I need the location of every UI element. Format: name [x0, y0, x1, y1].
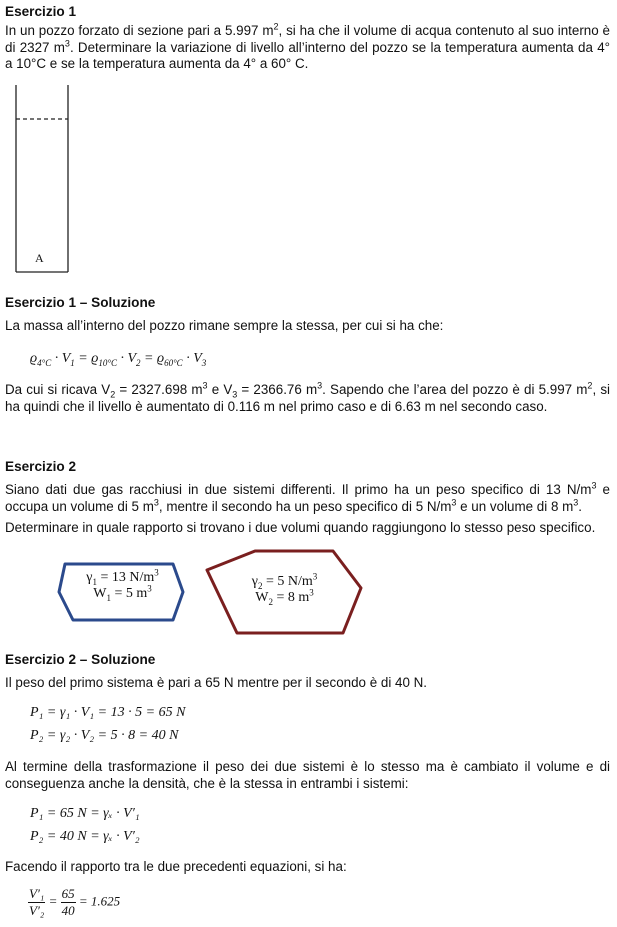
ex1-text: In un pozzo forzato di sezione pari a 5.997 $m^2$, si ha che il volume di acqua contenuto al suo interno è di 2327 $m^3$. Determinare la variazione di livello all’interno del pozzo se la temperatura aumenta da 4° a 10°C e se la temperatura aumenta da 4° a 60° C.: [5, 21, 611, 71]
sol1-intro: La massa all’interno del pozzo rimane sempre la stessa, per cui si ha che:: [5, 318, 444, 333]
ex1-title: Esercizio 1: [5, 4, 77, 19]
system1-values: $\gamma_1 = 13$ $N/m^3$ $W_1 = 5$ $m^3$: [86, 567, 159, 603]
ex2-title: Esercizio 2: [5, 459, 77, 474]
sol2-ratio: $\frac{\text{V′₁}}{\text{V′₂}}$ = $\frac{65}{40}$ = 1.625: [29, 886, 121, 918]
sol2-intro: Il peso del primo sistema è pari a 65 N mentre per il secondo è di 40 N.: [5, 675, 428, 690]
sol2-middle: Al termine della trasformazione il peso dei due sistemi è lo stesso ma è cambiato il volume e di conseguenza anche la densità, che è la stessa in entrambi i sistemi:: [5, 759, 610, 791]
well-label: A: [35, 251, 44, 265]
sol1-result: Da cui si ricava $V_2 = 2327.698$ $m^3$ e $V_3 = 2366.76$ $m^3$. Sapendo che l’area del pozzo è di 5.997 $m^2$, si ha quindi che il livello è aumentato di 0.116 m nel primo caso e di 6.63 m nel secondo caso.: [5, 380, 610, 414]
ex2-text: Siano dati due gas racchiusi in due sistemi differenti. Il primo ha un peso specifico di 13 $N/m^3$ e occupa un volume di 5 $m^3$, mentre il secondo ha un peso specifico di 5 $N/m^3$ e un volume di 8 $m^3$.: [5, 480, 610, 514]
sol1-equation: $ϱ_{4^\circ C} \cdot V_1 = ϱ_{10^\circ C} \cdot V_2 = ϱ_{60^\circ C} \cdot V_3$: [30, 351, 207, 368]
fraction-volumes: $\frac{\text{V′₁}}{\text{V′₂}}$: [29, 886, 45, 918]
well-diagram: [10, 85, 72, 275]
system2-values: $\gamma_2 = 5$ $N/m^3$ $W_2 = 8$ $m^3$: [251, 571, 318, 607]
sol1-title: Esercizio 1 – Soluzione: [5, 295, 156, 310]
fraction-weights: $\frac{65}{40}$: [61, 886, 75, 918]
sol2-eq1: P₁ = γ₁ · V₁ = 13 · 5 = 65 N: [30, 705, 186, 720]
sol2-eq4: P₂ = 40 N = γₓ · V′₂: [30, 829, 140, 844]
sol2-eq3: P₁ = 65 N = γₓ · V′₁: [30, 806, 140, 821]
ex2-question: Determinare in quale rapporto si trovano i due volumi quando raggiungono lo stesso peso specifico.: [5, 520, 596, 535]
sol2-ratio-intro: Facendo il rapporto tra le due precedenti equazioni, si ha:: [5, 859, 347, 874]
sol2-title: Esercizio 2 – Soluzione: [5, 652, 156, 667]
ratio-result: = 1.625: [78, 893, 121, 909]
sol2-eq2: P₂ = γ₂ · V₂ = 5 · 8 = 40 N: [30, 728, 179, 743]
